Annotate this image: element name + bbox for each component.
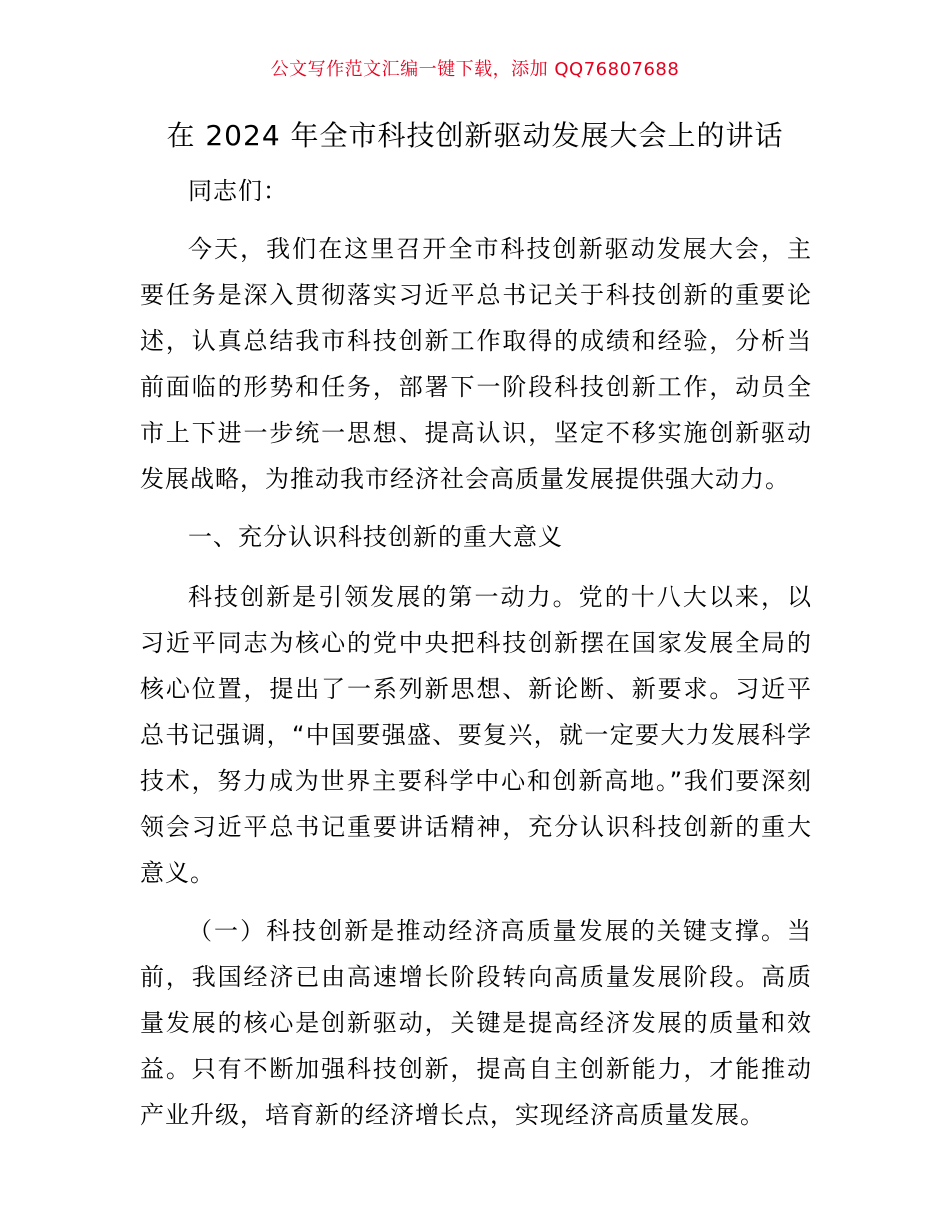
document-body: [140, 168, 812, 1150]
paragraph-subsection-1: （一）科技创新是推动经济高质量发展的关键支撑。当前，我国经济已由高速增长阶段转向高质量发展阶段。高质量发展的核心是创新驱动，关键是提高经济发展的质量和效益。只有不断加强科技创新，提高自主创新能力，才能推动产业升级，培育新的经济增长点，实现经济高质量发展。: [140, 917, 812, 1129]
watermark-banner: 公文写作范文汇编一键下载，添加 QQ76807688: [270, 59, 680, 80]
greeting: 同志们：: [188, 177, 288, 205]
page-title: 在 2024 年全市科技创新驱动发展大会上的讲话: [166, 119, 784, 152]
paragraph-significance: 科技创新是引领发展的第一动力。党的十八大以来，以习近平同志为核心的党中央把科技创新摆在国家发展全局的核心位置，提出了一系列新思想、新论断、新要求。习近平总书记强调，“中国要强盛、要复兴，就一定要大力发展科学技术，努力成为世界主要科学中心和创新高地。”我们要深刻领会习近平总书记重要讲话精神，充分认识科技创新的重大意义。: [140, 583, 812, 887]
section-heading: 一、充分认识科技创新的重大意义: [188, 523, 563, 551]
paragraph-intro: 今天，我们在这里召开全市科技创新驱动发展大会，主要任务是深入贯彻落实习近平总书记关于科技创新的重要论述，认真总结我市科技创新工作取得的成绩和经验，分析当前面临的形势和任务，部署下一阶段科技创新工作，动员全市上下进一步统一思想、提高认识，坚定不移实施创新驱动发展战略，为推动我市经济社会高质量发展提供强大动力。: [140, 235, 812, 493]
